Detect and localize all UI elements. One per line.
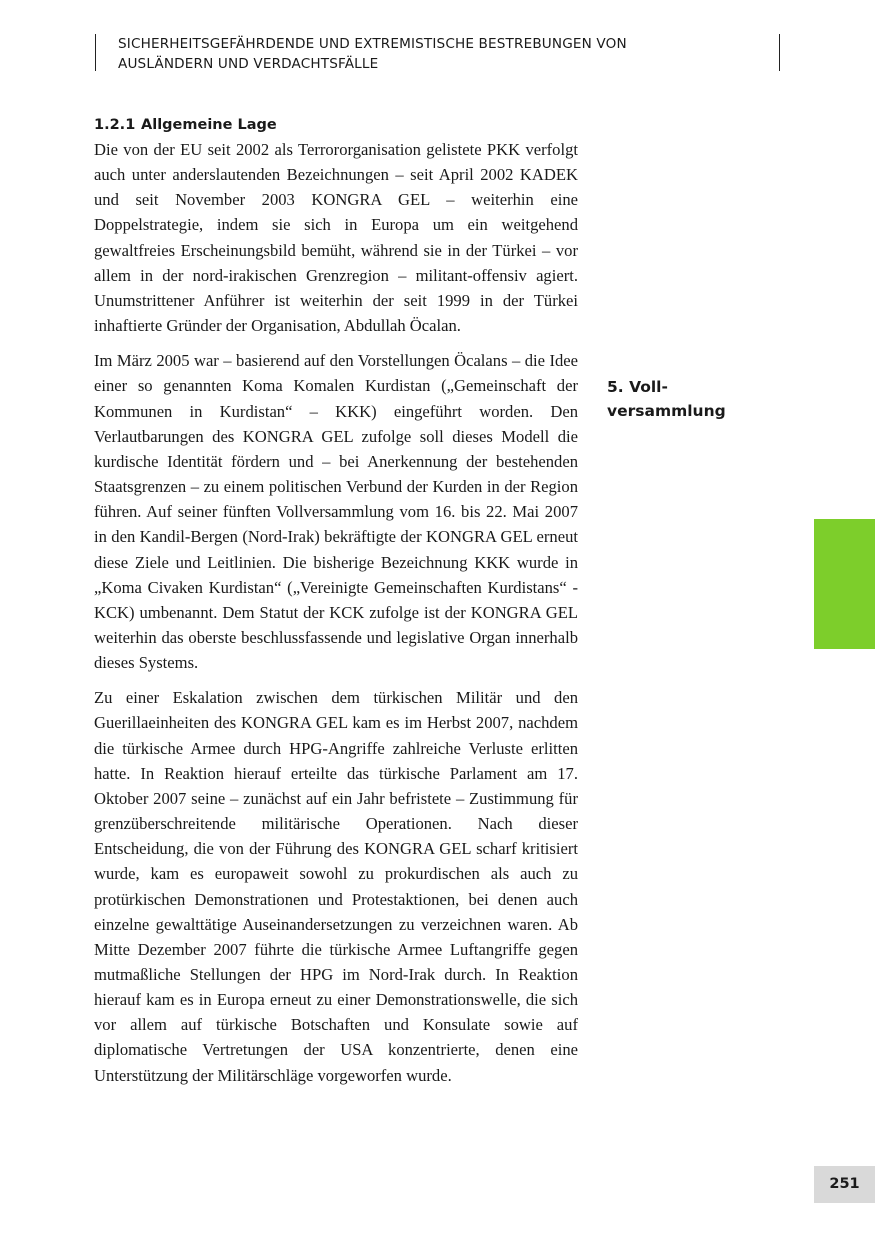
section-title: Allgemeine Lage	[141, 117, 277, 133]
main-text-column	[94, 114, 578, 1098]
page-number: 251	[814, 1166, 875, 1203]
margin-note-line-2: versammlung	[607, 402, 726, 420]
section-number: 1.2.1	[94, 117, 136, 133]
paragraph-1: Die von der EU seit 2002 als Terrororganisation gelistete PKK verfolgt auch unter anderslautenden Bezeichnungen – seit April 2002 KADEK und seit November 2003 KONGRA GEL – weiterhin eine Doppelstrategie, indem sie sich in Europa um ein weitgehend gewaltfreies Erscheinungsbild bemüht, während sie in der Türkei – vor allem in der nord-irakischen Grenzregion – militant-offensiv agiert. Unumstrittener Anführer ist weiterhin der seit 1999 in der Türkei inhaftierte Gründer der Organisation, Abdullah Öcalan.	[94, 140, 578, 336]
margin-note-line-1: 5. Voll-	[607, 378, 668, 396]
paragraph-3: Zu einer Eskalation zwischen dem türkischen Militär und den Guerillaeinheiten des KONGRA GEL kam es im Herbst 2007, nachdem die türkische Armee durch HPG-Angriffe zahlreiche Verluste erlitten hatte. In Reaktion hierauf erteilte das türkische Parlament am 17. Oktober 2007 seine – zunächst auf ein Jahr befristete – Zustimmung für grenzüberschreitende militärische Operationen. Nach dieser Entscheidung, die von der Führung des KONGRA GEL scharf kritisiert wurde, kam es europaweit sowohl zu prokurdischen als auch zu protürkischen Demonstrationen und Protestaktionen, bei denen auch einzelne gewalttätige Auseinandersetzungen zu verzeichnen waren. Ab Mitte Dezember 2007 führte die türkische Armee Luftangriffe gegen mutmaßliche Stellungen der HPG im Nord-Irak durch. In Reaktion hierauf kam es in Europa erneut zu einer Demonstrationswelle, die sich vor allem auf türkische Botschaften und Konsulate sowie auf diplomatische Vertretungen der USA konzentrierte, denen eine Unterstützung der Militärschläge vorgeworfen wurde.	[94, 688, 578, 1085]
running-header-line-2: AUSLÄNDERN UND VERDACHTSFÄLLE	[118, 56, 379, 72]
paragraph-2: Im März 2005 war – basierend auf den Vorstellungen Öcalans – die Idee einer so genannten Koma Komalen Kurdistan („Gemeinschaft der Kommunen in Kurdistan“ – KKK) eingeführt worden. Den Verlautbarungen des KONGRA GEL zufolge soll dieses Modell die kurdische Identität fördern und – bei Anerkennung der bestehenden Staatsgrenzen – zu einem politischen Verbund der Kurden in der Region führen. Auf seiner fünften Vollversammlung vom 16. bis 22. Mai 2007 in den Kandil-Bergen (Nord-Irak) bekräftigte der KONGRA GEL erneut diese Ziele und Leitlinien. Die bisherige Bezeichnung KKK wurde in „Koma Civaken Kurdistan“ („Vereinigte Gemeinschaften Kurdistans“ - KCK) umbenannt. Dem Statut der KCK zufolge ist der KONGRA GEL weiterhin das oberste beschlussfassende und legislative Organ innerhalb dieses Systems.	[94, 351, 578, 673]
chapter-color-tab	[814, 519, 875, 649]
margin-note	[607, 375, 757, 423]
running-header-line-1: SICHERHEITSGEFÄHRDENDE UND EXTREMISTISCHE BESTREBUNGEN VON	[118, 36, 627, 52]
running-header	[95, 34, 780, 71]
section-heading	[94, 114, 578, 136]
